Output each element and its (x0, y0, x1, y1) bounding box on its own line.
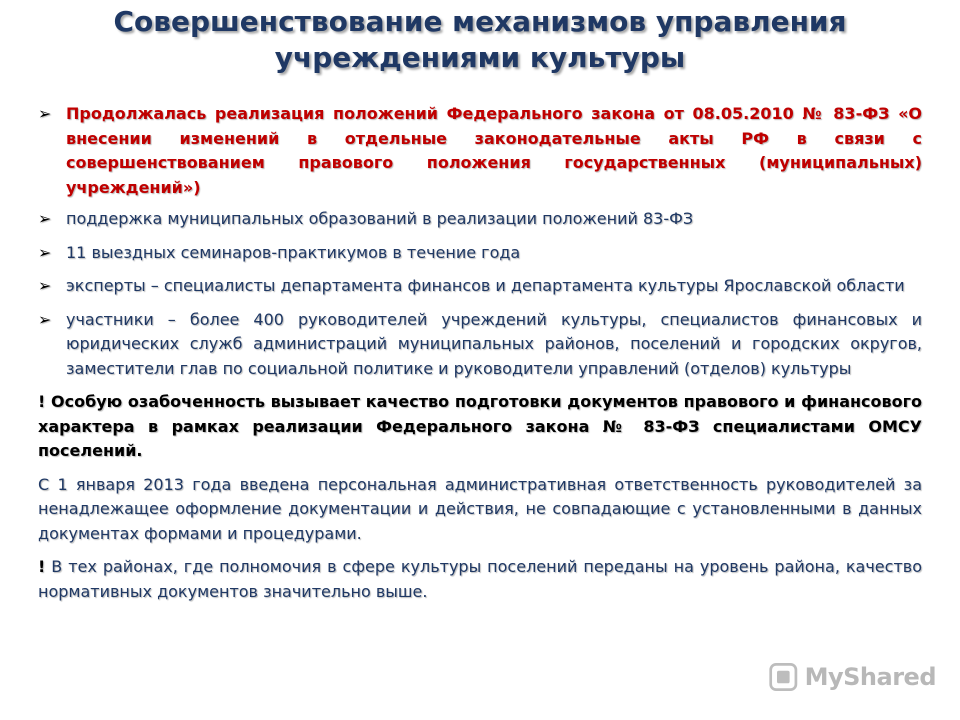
title-line-1: Совершенствование механизмов управления (113, 5, 847, 38)
bullet-text: поддержка муниципальных образований в реализации положений 83-ФЗ (66, 209, 694, 228)
concern-text: Особую озабоченность вызывает качество подготовки документов правового и финансового характера в рамках реализации Федерального закона № 83-ФЗ специалистами ОМСУ поселений. (38, 392, 923, 460)
arrow-bullet-icon: ➢ (38, 104, 52, 123)
arrow-bullet-icon: ➢ (38, 242, 52, 262)
arrow-bullet-icon: ➢ (38, 309, 52, 329)
districts-paragraph (38, 555, 922, 604)
bullet-item (38, 207, 922, 232)
districts-text: В тех районах, где полномочия в сфере культуры поселений переданы на уровень района, качество нормативных документов значительно выше. (38, 557, 922, 601)
exclamation-mark: ! (38, 392, 46, 411)
slide-content (38, 102, 922, 604)
responsibility-text: С 1 января 2013 года введена персональная административная ответственность руководителей за ненадлежащее оформление документации и действия, не совпадающие с установленными в данных документах формами и процедурами. (38, 474, 922, 543)
responsibility-paragraph (38, 473, 922, 547)
bullet-item (38, 308, 922, 382)
myshared-logo-icon (768, 660, 799, 694)
concern-paragraph (38, 390, 922, 464)
bullet-text: эксперты – специалисты департамента финансов и департамента культуры Ярославской области (66, 276, 905, 295)
slide-title (20, 4, 940, 76)
bullet-item (38, 102, 922, 200)
arrow-bullet-icon: ➢ (38, 276, 52, 295)
watermark-text: MyShared (804, 663, 936, 691)
exclamation-mark: ! (38, 557, 46, 576)
bullet-text: Продолжалась реализация положений Федерального закона от 08.05.2010 № 83-ФЗ «О внесении изменений в отдельные законодательные акты РФ в связи с совершенствованием правового положения государственных (муниципальных) учреждений») (66, 104, 922, 197)
bullet-item (38, 241, 922, 266)
arrow-bullet-icon: ➢ (38, 209, 52, 228)
title-line-2: учреждениями культуры (274, 41, 686, 74)
bullet-item (38, 274, 922, 299)
watermark (768, 658, 936, 696)
bullet-text: участники – более 400 руководителей учреждений культуры, специалистов финансовых и юридических служб администраций муниципальных районов, поселений и городских округов, заместители глав по социальной политике и руководители управлений (отделов) культуры (66, 309, 922, 378)
bullet-text: 11 выездных семинаров-практикумов в течение года (66, 242, 521, 262)
